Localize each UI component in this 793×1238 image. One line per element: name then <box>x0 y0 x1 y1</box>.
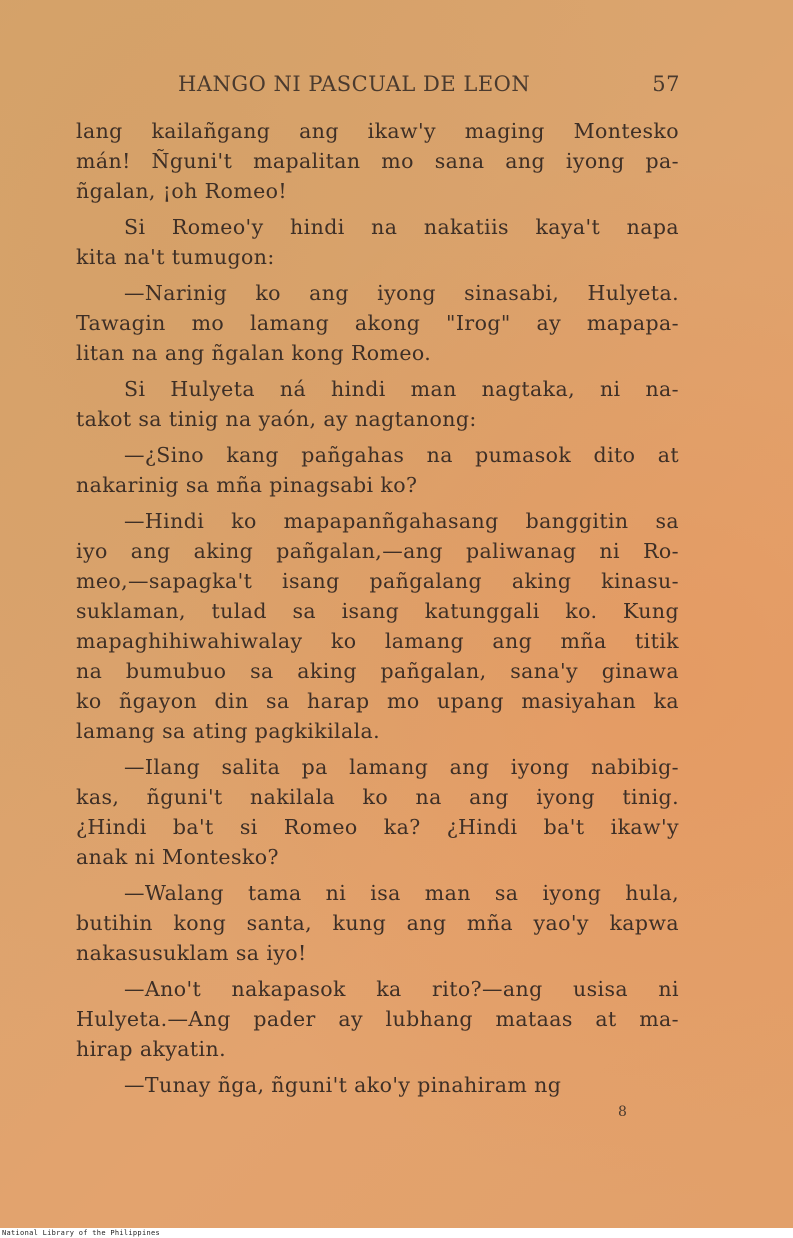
text-line: mán! Ñguni't mapalitan mo sana ang iyong pa- <box>76 149 679 173</box>
text-line: Tawagin mo lamang akong "Irog" ay mapapa- <box>76 311 679 335</box>
text-line: ñgalan, ¡oh Romeo! <box>76 179 287 203</box>
text-line: lang kailañgang ang ikaw'y maging Montesko <box>76 119 679 143</box>
text-line: butihin kong santa, kung ang mña yao'y kapwa <box>76 911 679 935</box>
text-line: nakasusuklam sa iyo! <box>76 941 307 965</box>
text-line: ko ñgayon din sa harap mo upang masiyahan ka <box>76 689 679 713</box>
text-line: Si Hulyeta ná hindi man nagtaka, ni na- <box>124 377 679 401</box>
text-line: —Narinig ko ang iyong sinasabi, Hulyeta. <box>124 281 679 305</box>
text-line: —Ilang salita pa lamang ang iyong nabibig- <box>124 755 679 779</box>
text-line: Si Romeo'y hindi na nakatiis kaya't napa <box>124 215 679 239</box>
text-line: kas, ñguni't nakilala ko na ang iyong tinig. <box>76 785 679 809</box>
running-title: HANGO NI PASCUAL DE LEON <box>178 72 531 96</box>
text-line: —Walang tama ni isa man sa iyong hula, <box>124 881 679 905</box>
text-line: —Hindi ko mapapanñgahasang banggitin sa <box>124 509 679 533</box>
running-header <box>178 72 680 102</box>
text-line: mapaghihiwahiwalay ko lamang ang mña titik <box>76 629 679 653</box>
text-line: lamang sa ating pagkikilala. <box>76 719 381 743</box>
text-line: takot sa tinig na yaón, ay nagtanong: <box>76 407 477 431</box>
text-line: na bumubuo sa aking pañgalan, sana'y ginawa <box>76 659 679 683</box>
text-line: iyo ang aking pañgalan,—ang paliwanag ni Ro- <box>76 539 679 563</box>
text-line: hirap akyatin. <box>76 1037 226 1061</box>
text-line: —¿Sino kang pañgahas na pumasok dito at <box>124 443 679 467</box>
footer-credit: National Library of the Philippines <box>2 1229 161 1237</box>
text-line: ¿Hindi ba't si Romeo ka? ¿Hindi ba't ikaw'y <box>76 815 679 839</box>
body-text <box>76 116 679 1100</box>
text-line: meo,—sapagka't isang pañgalang aking kinasu- <box>76 569 679 593</box>
text-line: anak ni Montesko? <box>76 845 279 869</box>
page-number: 57 <box>652 72 680 96</box>
text-line: kita na't tumugon: <box>76 245 275 269</box>
text-line: Hulyeta.—Ang pader ay lubhang mataas at ma- <box>76 1007 679 1031</box>
text-line: nakarinig sa mña pinagsabi ko? <box>76 473 418 497</box>
text-line: litan na ang ñgalan kong Romeo. <box>76 341 432 365</box>
text-line: —Tunay ñga, ñguni't ako'y pinahiram ng <box>124 1073 562 1097</box>
signature-mark: 8 <box>618 1104 627 1120</box>
text-line: —Ano't nakapasok ka rito?—ang usisa ni <box>124 977 679 1001</box>
text-line: suklaman, tulad sa isang katunggali ko. Kung <box>76 599 679 623</box>
